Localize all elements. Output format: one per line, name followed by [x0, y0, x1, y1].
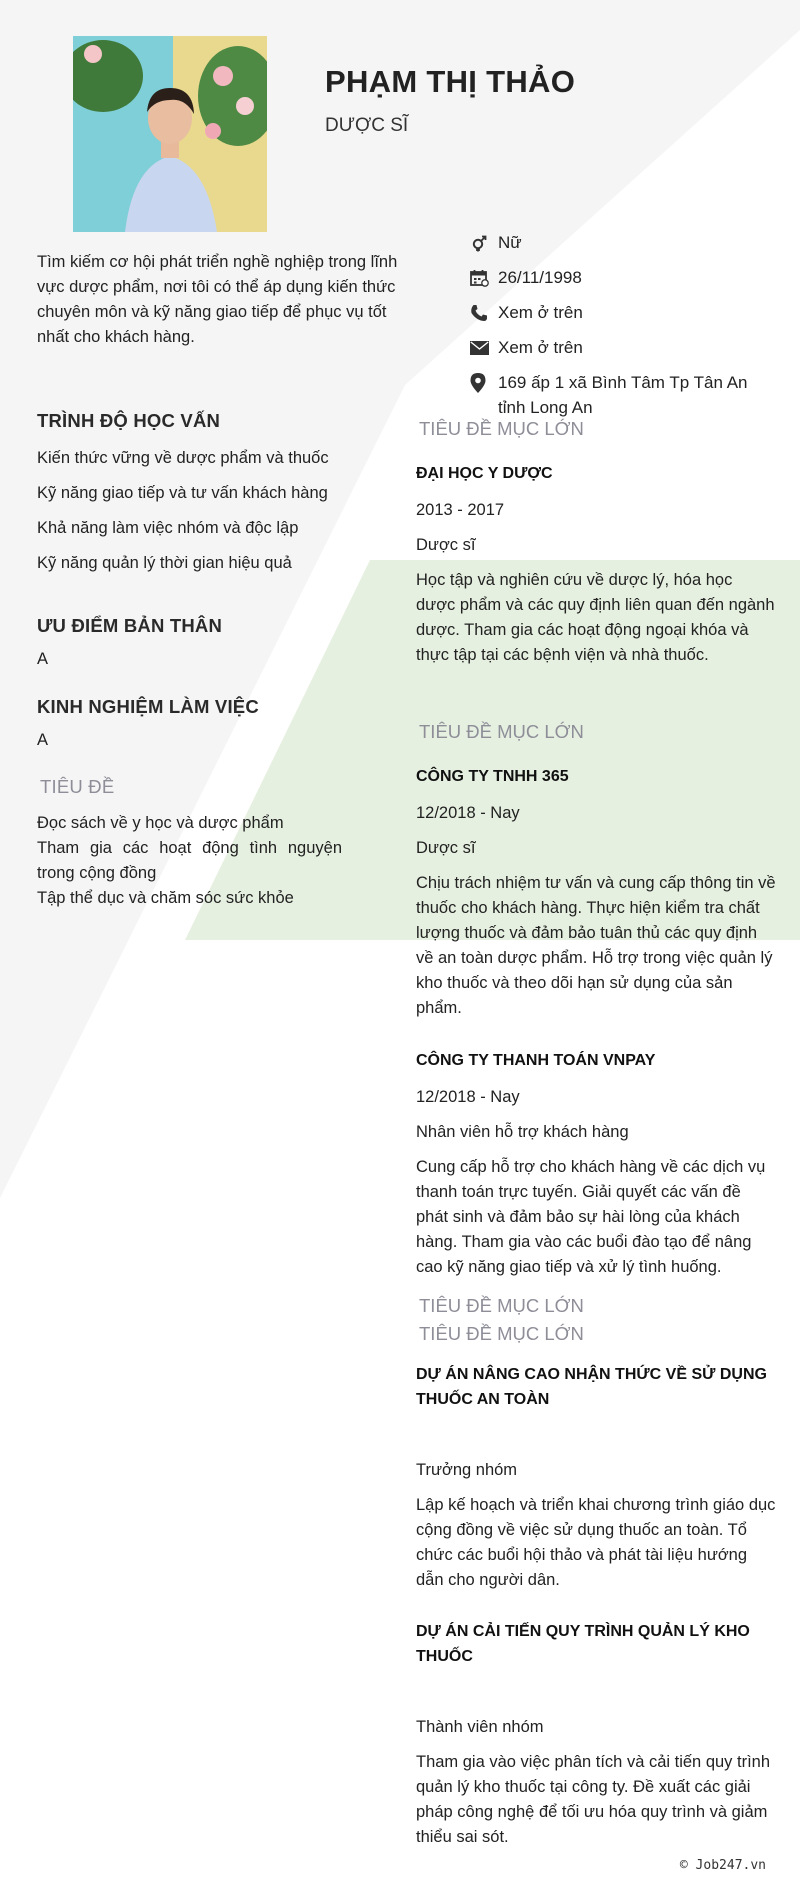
career-objective: Tìm kiếm cơ hội phát triển nghề nghiệp trong lĩnh vực dược phẩm, nơi tôi có thể áp dụng kiến thức chuyên môn và kỹ năng giao tiếp để phục vụ tốt nhất cho khách hàng.: [37, 253, 398, 346]
strengths-section: [37, 615, 357, 672]
section-title: TRÌNH ĐỘ HỌC VẤN: [37, 410, 221, 431]
job-title: DƯỢC SĨ: [325, 115, 409, 136]
work-experience-section: [37, 696, 357, 753]
section-title: ƯU ĐIỂM BẢN THÂN: [37, 615, 223, 636]
skill-item: Kiến thức vững về dược phẩm và thuốc: [37, 449, 329, 467]
strengths-text: A: [37, 650, 49, 668]
section-title: TIÊU ĐỀ MỤC LỚN: [419, 721, 584, 742]
education-skills-section: [37, 410, 357, 586]
email-icon: [470, 335, 498, 360]
skill-item: Kỹ năng quản lý thời gian hiệu quả: [37, 554, 292, 572]
project-name: DỰ ÁN NÂNG CAO NHẬN THỨC VỀ SỬ DỤNG THUỐC AN TOÀN: [416, 1366, 767, 1408]
project-role: Thành viên nhóm: [416, 1718, 544, 1736]
education-major: Dược sĩ: [416, 536, 476, 554]
projects-section: [416, 1323, 776, 1850]
phone-value[interactable]: Xem ở trên: [498, 303, 583, 322]
gender-value: Nữ: [498, 233, 522, 252]
calendar-icon: [470, 265, 498, 290]
contact-address: [470, 370, 770, 420]
education-period: 2013 - 2017: [416, 501, 505, 519]
email-value[interactable]: Xem ở trên: [498, 338, 583, 357]
address-value: 169 ấp 1 xã Bình Tâm Tp Tân An tỉnh Long An: [498, 373, 748, 417]
contact-phone: [470, 300, 770, 325]
job-description: Cung cấp hỗ trợ cho khách hàng về các dịch vụ thanh toán trực tuyến. Giải quyết các vấn đề phát sinh và đảm bảo sự hài lòng của khách hàng. Tham gia vào các buổi đào tạo để nâng cao kỹ năng giao tiếp và xử lý tình huống.: [416, 1158, 766, 1276]
job-entry: [416, 1048, 776, 1280]
education-description: Học tập và nghiên cứu về dược lý, hóa học dược phẩm và các quy định liên quan đến ngành dược. Tham gia các hoạt động ngoại khóa và thực tập tại các bệnh viện và nhà thuốc.: [416, 571, 775, 664]
education-section: [416, 418, 776, 668]
project-name: DỰ ÁN CẢI TIẾN QUY TRÌNH QUẢN LÝ KHO THUỐC: [416, 1623, 750, 1665]
section-title: TIÊU ĐỀ MỤC LỚN: [419, 1323, 584, 1344]
work-experience-text: A: [37, 731, 49, 749]
hobbies-title: TIÊU ĐỀ: [40, 776, 115, 797]
job-position: Dược sĩ: [416, 839, 476, 857]
contact-birthday: [470, 265, 770, 290]
company-name: CÔNG TY THANH TOÁN VNPAY: [416, 1052, 656, 1069]
contact-gender: [470, 230, 770, 255]
section-title: KINH NGHIỆM LÀM VIỆC: [37, 696, 259, 717]
job-description: Chịu trách nhiệm tư vấn và cung cấp thông tin về thuốc cho khách hàng. Thực hiện kiểm tra chất lượng thuốc và đảm bảo tuân thủ các quy định về an toàn dược phẩm. Hỗ trợ trong việc quản lý kho thuốc và theo dõi hạn sử dụng của sản phẩm.: [416, 874, 776, 1017]
project-entry: [416, 1362, 776, 1593]
job-entry: [416, 764, 776, 1021]
gender-icon: [470, 230, 498, 255]
section-title: TIÊU ĐỀ MỤC LỚN: [419, 1295, 584, 1316]
job-period: 12/2018 - Nay: [416, 804, 520, 822]
project-entry: [416, 1619, 776, 1850]
footer-copyright: © Job247.vn: [679, 1858, 766, 1873]
contact-email: [470, 335, 770, 360]
skill-item: Khả năng làm việc nhóm và độc lập: [37, 519, 299, 537]
contact-info: [470, 230, 770, 430]
job-period: 12/2018 - Nay: [416, 1088, 520, 1106]
project-description: Tham gia vào việc phân tích và cải tiến quy trình quản lý kho thuốc tại công ty. Đề xuất các giải pháp công nghệ để tối ưu hóa quy trình và giảm thiểu sai sót.: [416, 1753, 771, 1846]
extra-section: [416, 1295, 776, 1317]
hobbies-text: Đọc sách về y học và dược phẩm Tham gia các hoạt động tình nguyện trong cộng đồng Tập thể dục và chăm sóc sức khỏe: [37, 814, 342, 907]
job-position: Nhân viên hỗ trợ khách hàng: [416, 1123, 629, 1141]
phone-icon: [470, 300, 498, 325]
section-title: TIÊU ĐỀ MỤC LỚN: [419, 418, 584, 439]
school-name: ĐẠI HỌC Y DƯỢC: [416, 465, 553, 482]
skill-item: Kỹ năng giao tiếp và tư vấn khách hàng: [37, 484, 328, 502]
company-name: CÔNG TY TNHH 365: [416, 768, 569, 785]
experience-section: [416, 721, 776, 1280]
project-description: Lập kế hoạch và triển khai chương trình giáo dục cộng đồng về việc sử dụng thuốc an toàn. Tổ chức các buổi hội thảo và phát tài liệu hướng dẫn cho người dân.: [416, 1496, 776, 1589]
location-pin-icon: [470, 370, 498, 395]
birthday-value: 26/11/1998: [498, 268, 582, 287]
project-role: Trưởng nhóm: [416, 1461, 518, 1479]
profile-photo: [73, 36, 267, 232]
candidate-name: PHẠM THỊ THẢO: [325, 64, 576, 99]
